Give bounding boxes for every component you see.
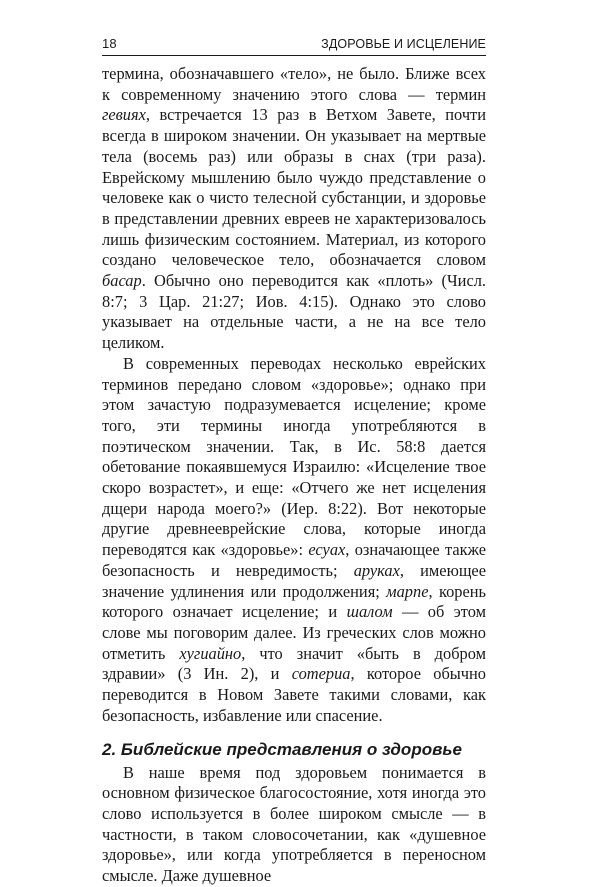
paragraph-3 [102,763,486,887]
italic-term: хугиайно [179,643,242,663]
running-header [102,36,486,56]
italic-term: аруках [353,560,400,580]
running-title: ЗДОРОВЬЕ И ИСЦЕЛЕНИЕ [321,37,486,51]
paragraph-text: , имеющее значение удлинения или продолжения; [102,560,486,601]
paragraph-text: , которое обычно переводится в Новом Завете такими словами, как безопасность, избавление или спасение. [102,664,487,725]
paragraph-text: — об этом слове мы поговорим далее. Из греческих слов можно отметить [102,602,486,663]
italic-term: сотериа [291,664,351,684]
book-page [102,36,486,887]
paragraph-2 [102,354,486,727]
paragraph-text: В современных переводах несколько еврейских терминов передано словом «здоровье»; однако при этом зачастую подразумевается исцеление; кроме того, эти термины иногда употребляются в поэтическом значении. Так, в Ис. 58:8 дается обетование покаявшемуся Израилю: «Исцеление твое скоро возрастет», и еще: «Отчего же нет исцеления дщери народа моего?» (Иер. 8:22). Вот некоторые другие древнееврейские слова, которые иногда переводятся как «здоровье»: [102,353,486,560]
paragraph-text: В наше время под здоровьем понимается в основном физическое благосостояние, хотя иногда это слово используется в более широком смысле — в частности, в таком словосочетании, как «душевное здоровье», или когда употребляется в переносном смысле. Даже душевное [102,762,486,886]
page-body [102,64,486,887]
page-number: 18 [102,36,117,51]
paragraph-1 [102,64,486,354]
paragraph-text: термина, обозначавшего «тело», не было. Ближе всех к современному значению этого слова — термин [102,64,486,104]
italic-term: шалом [346,602,393,622]
paragraph-text: , корень которого означает исцеление; и [102,581,486,622]
paragraph-text: , означающее также безопасность и невредимость; [102,540,486,580]
section-heading: 2. Библейские представления о здоровье [102,739,462,759]
paragraph-text: , что значит «быть в добром здравии» (3 Ин. 2), и [102,643,487,684]
italic-term: гевиях [102,105,146,125]
italic-term: марпе [386,581,429,601]
paragraph-text: . Обычно оно переводится как «плоть» (Числ. 8:7; 3 Цар. 21:27; Иов. 4:15). Однако это слово указывает на отдельные части, а не на все тело целиком. [102,271,486,353]
paragraph-text: , встречается 13 раз в Ветхом Завете, почти всегда в широком значении. Он указывает на мертвые тела (восемь раз) или образы в снах (три раза). Еврейскому мышлению было чуждо представление о человеке как о чисто телесной субстанции, и здоровье в представлении древних евреев не характеризовалось лишь физическим состоянием. Материал, из которого создано человеческое тело, обозначается словом [102,105,486,270]
italic-term: есуах [308,540,346,560]
italic-term: басар [102,271,142,291]
